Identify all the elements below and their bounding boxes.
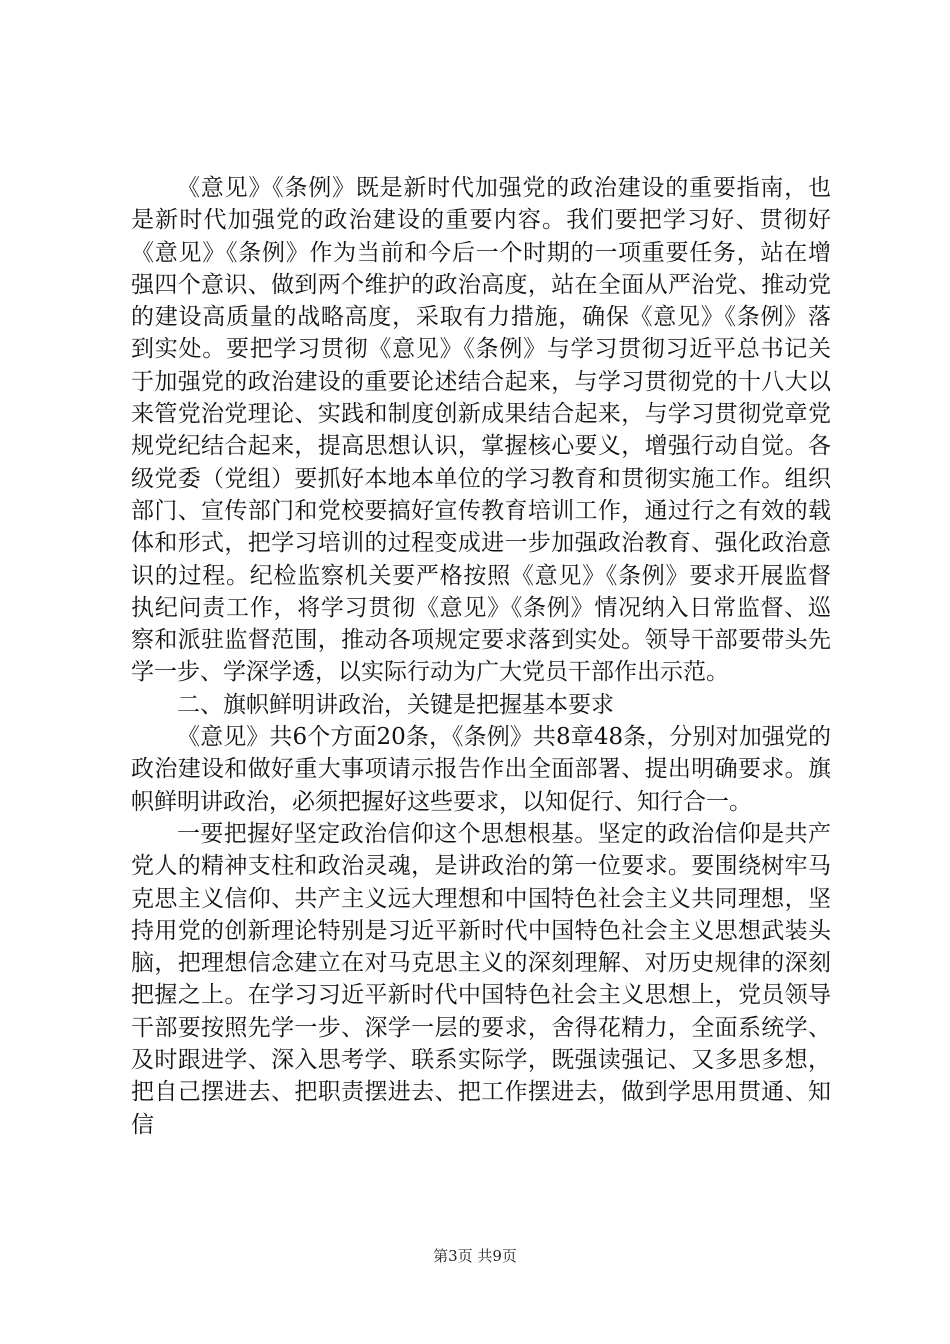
document-body <box>131 172 831 1141</box>
section-heading-two: 二、旗帜鲜明讲政治，关键是把握基本要求 <box>177 691 614 718</box>
paragraph-political-belief: 一要把握好坚定政治信仰这个思想根基。坚定的政治信仰是共产党人的精神支柱和政治灵魂，是讲政治的第一位要求。要围绕树牢马克思主义信仰、共产主义远大理想和中国特色社会主义共同理想，坚持用党的创新理论特别是习近平新时代中国特色社会主义思想武装头脑，把理想信念建立在对马克思主义的深刻理解、对历史规律的深刻把握之上。在学习习近平新时代中国特色社会主义思想上，党员领导干部要按照先学一步、深学一层的要求，舍得花精力，全面系统学、及时跟进学、深入思考学、联系实际学，既强读强记、又多思多想，把自己摆进去、把职责摆进去、把工作摆进去，做到学思用贯通、知信 <box>131 820 831 1138</box>
paragraph-basic-requirements: 《意见》共6个方面20条，《条例》共8章48条，分别对加强党的政治建设和做好重大事项请示报告作出全面部署、提出明确要求。旗帜鲜明讲政治，必须把握好这些要求，以知促行、知行合一。 <box>131 724 831 815</box>
paragraph-study-implementation: 《意见》《条例》既是新时代加强党的政治建设的重要指南，也是新时代加强党的政治建设的重要内容。我们要把学习好、贯彻好《意见》《条例》作为当前和今后一个时期的一项重要任务，站在增强四个意识、做到两个维护的政治高度，站在全面从严治党、推动党的建设高质量的战略高度，采取有力措施，确保《意见》《条例》落到实处。要把学习贯彻《意见》《条例》与学习贯彻习近平总书记关于加强党的政治建设的重要论述结合起来，与学习贯彻党的十八大以来管党治党理论、实践和制度创新成果结合起来，与学习贯彻党章党规党纪结合起来，提高思想认识，掌握核心要义，增强行动自觉。各级党委（党组）要抓好本地本单位的学习教育和贯彻实施工作。组织部门、宣传部门和党校要搞好宣传教育培训工作，通过行之有效的载体和形式，把学习培训的过程变成进一步加强政治教育、强化政治意识的过程。纪检监察机关要严格按照《意见》《条例》要求开展监督执纪问责工作，将学习贯彻《意见》《条例》情况纳入日常监督、巡察和派驻监督范围，推动各项规定要求落到实处。领导干部要带头先学一步、学深学透，以实际行动为广大党员干部作出示范。 <box>131 175 831 686</box>
page-footer: 第3页 共9页 <box>433 1247 517 1265</box>
